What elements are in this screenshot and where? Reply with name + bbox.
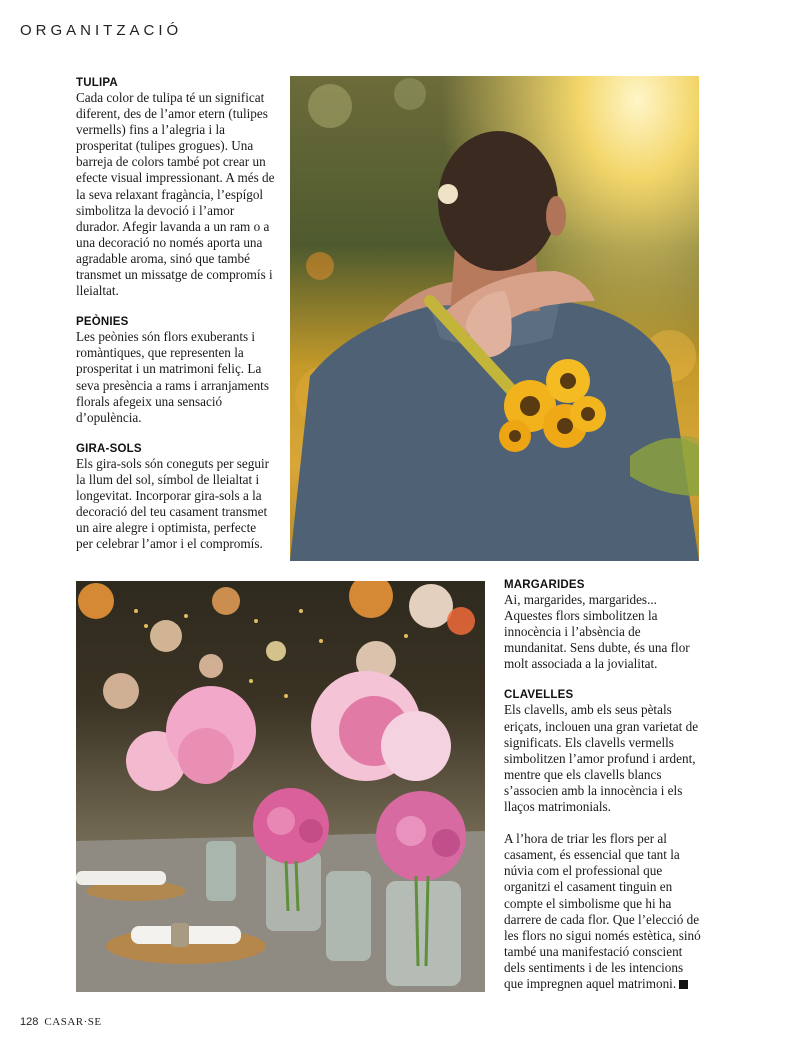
heading-tulipa: TULIPA — [76, 77, 118, 89]
heading-peonies: PEÒNIES — [76, 316, 129, 329]
magazine-brand: CASAR·SE — [44, 1016, 102, 1028]
couple-sunflower-photo — [290, 76, 699, 561]
end-of-article-icon — [679, 980, 688, 989]
closing-text: A l’hora de triar les flors per al casament, és essencial que tant la núvia com el professional que organitzi el casament tinguin en compte el simbolisme que hi ha darrere de cada flor. Que l’elecció de les flors no sigui només estètica, sinó també una manifestació conscient dels sentiments i de les intencions que impregnen aquel matrimoni. — [504, 831, 701, 991]
left-text-column — [76, 76, 276, 552]
closing-paragraph — [504, 831, 702, 992]
heading-clavelles: CLAVELLES — [504, 689, 574, 702]
body-girasols: Els gira-sols són coneguts per seguir la llum del sol, símbol de lleialtat i longevitat. Incorporar gira-sols a la decoració del teu casament transmet un aire alegre i optimista, perfecte per celebrar l’amor i el compromís. — [76, 455, 270, 552]
body-peonies: Les peònies són flors exuberants i romàntiques, que representen la prosperitat i un matrimoni feliç. La seva presència a rams i arranjaments florals afegeix una sensació d’opulència. — [76, 329, 269, 425]
body-margarides: Ai, margarides, margarides... Aquestes flors simbolitzen la innocència i l’absència de mundanitat. Sens dubte, és una flor molt associada a la jovialitat. — [504, 592, 690, 672]
section-label: ORGANITZACIÓ — [20, 22, 183, 39]
heading-girasols: GIRA-SOLS — [76, 442, 142, 455]
body-tulipa: Cada color de tulipa té un significat diferent, des de l’amor etern (tulipes vermells) fins a l’alegria i la prosperitat (tulipes grogues). Una barreja de colors també pot crear un efecte visual impressionant. A més de la seva relaxant fragància, l’espígol simbolitza la devoció i l’amor durador. Afegir lavanda a un ram o a una decoració no només aporta una agradable aroma, sinó que també transmet un missatge de compromís i lleialtat. — [76, 90, 275, 299]
table-flowers-photo — [76, 581, 485, 992]
right-text-column — [504, 578, 702, 992]
page-footer — [20, 1016, 102, 1028]
heading-margarides: MARGARIDES — [504, 579, 585, 591]
page-number: 128 — [20, 1016, 39, 1028]
body-clavelles: Els clavells, amb els seus pètals eriçats, inclouen una gran varietat de significats. Els clavells vermells simbolitzen l’amor profund i ardent, mentre que els clavells blancs s’associen amb la innocència i els llaços matrimonials. — [504, 702, 699, 815]
